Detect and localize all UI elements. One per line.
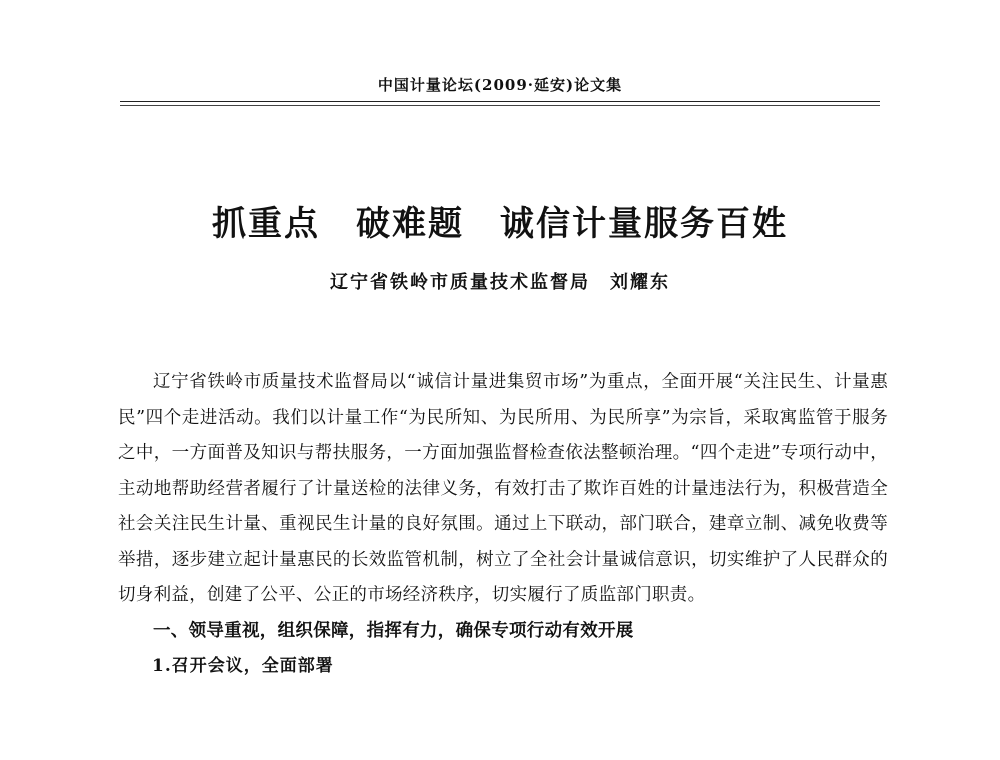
section-heading: 一、领导重视，组织保障，指挥有力，确保专项行动有效开展	[153, 620, 634, 641]
subsection-heading: 1.召开会议，全面部署	[152, 656, 334, 676]
header-rule	[120, 101, 880, 102]
running-header: 中国计量论坛(2009·延安)论文集	[377, 76, 623, 94]
article-title: 抓重点 破难题 诚信计量服务百姓	[212, 204, 788, 244]
article-byline: 辽宁省铁岭市质量技术监督局 刘耀东	[330, 272, 670, 293]
body-paragraph: 辽宁省铁岭市质量技术监督局以“诚信计量进集贸市场”为重点，全面开展“关注民生、计量惠民”四个走进活动。我们以计量工作“为民所知、为民所用、为民所享”为宗旨，采取寓监管于服务之中，一方面普及知识与帮扶服务，一方面加强监督检查依法整顿治理。“四个走进”专项行动中，主动地帮助经营者履行了计量送检的法律义务，有效打击了欺诈百姓的计量违法行为，积极营造全社会关注民生计量、重视民生计量的良好氛围。通过上下联动，部门联合，建章立制、减免收费等举措，逐步建立起计量惠民的长效监管机制，树立了全社会计量诚信意识，切实维护了人民群众的切身利益，创建了公平、公正的市场经济秩序，切实履行了质监部门职责。	[118, 372, 888, 605]
header-rule-thin	[120, 105, 880, 106]
article-body	[118, 365, 888, 685]
